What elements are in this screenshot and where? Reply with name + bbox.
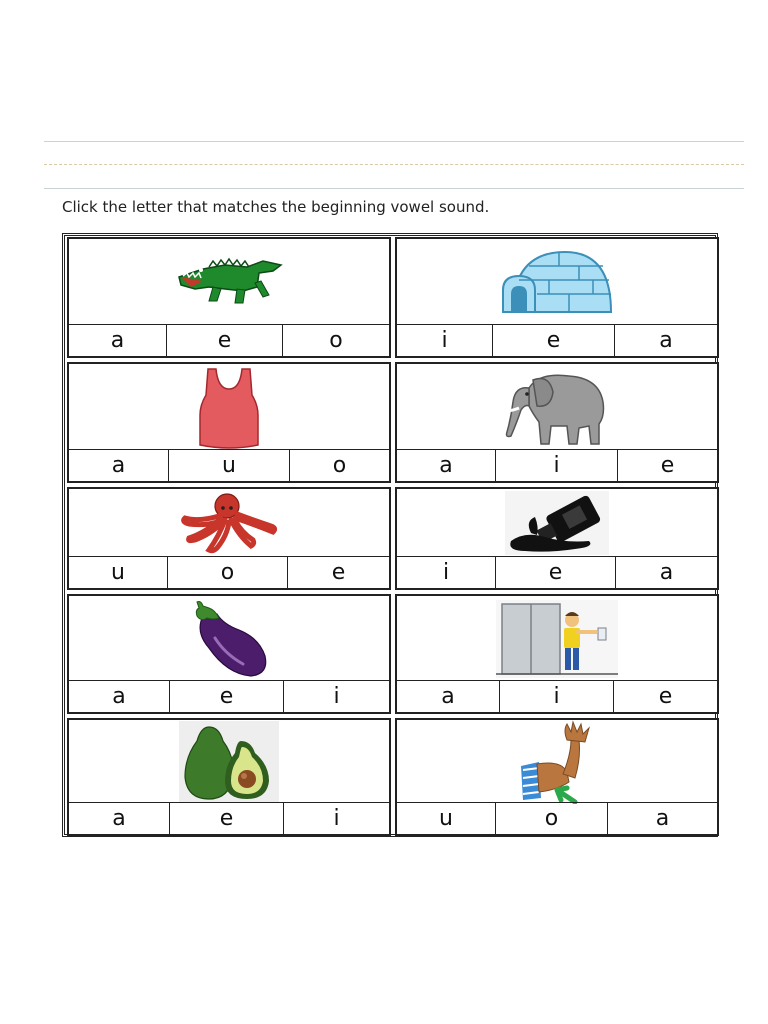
elephant-icon: [499, 366, 615, 448]
answer-options-row: [69, 802, 389, 834]
answer-options-row: [69, 449, 389, 481]
option-button[interactable]: a: [112, 806, 126, 831]
avocado-picture: [69, 720, 389, 803]
elephant-picture: [397, 364, 717, 450]
octopus-picture: [69, 489, 389, 557]
ink-bottle-icon: [505, 491, 609, 555]
ruled-line-bottom: [44, 188, 744, 189]
answer-options-row: [69, 680, 389, 712]
alligator-icon: [173, 243, 285, 321]
undershirt-icon: [194, 365, 264, 449]
option-button[interactable]: a: [614, 325, 717, 356]
option-button[interactable]: o: [495, 803, 607, 834]
option-button[interactable]: e: [613, 681, 717, 712]
option-button[interactable]: i: [499, 681, 613, 712]
card-eggplant: [67, 594, 391, 714]
card-ink: [395, 487, 719, 590]
option-button[interactable]: e: [169, 681, 283, 712]
avocado-icon: [179, 721, 279, 803]
option-button[interactable]: e: [169, 803, 283, 834]
ruled-line-middle: [44, 164, 744, 165]
option-button[interactable]: a: [110, 328, 125, 353]
option-button[interactable]: a: [111, 453, 126, 478]
option-button[interactable]: i: [495, 450, 617, 481]
elevator-icon: [496, 600, 618, 678]
card-igloo: [395, 237, 719, 358]
option-button[interactable]: i: [441, 328, 448, 353]
answer-options-row: [397, 802, 717, 834]
option-button[interactable]: o: [167, 557, 287, 588]
eggplant-icon: [189, 598, 269, 680]
card-avocado: [67, 718, 391, 836]
option-button[interactable]: u: [111, 560, 125, 585]
card-octopus: [67, 487, 391, 590]
ink-picture: [397, 489, 717, 557]
octopus-icon: [179, 492, 279, 554]
option-button[interactable]: i: [442, 560, 450, 585]
option-button[interactable]: e: [617, 450, 717, 481]
undershirt-picture: [69, 364, 389, 450]
card-elephant: [395, 362, 719, 483]
option-button[interactable]: e: [492, 325, 614, 356]
upper-arm-picture: [397, 720, 717, 803]
option-button[interactable]: a: [441, 684, 455, 709]
card-alligator: [67, 237, 391, 358]
answer-options-row: [397, 556, 717, 588]
option-button[interactable]: e: [166, 325, 282, 356]
option-button[interactable]: e: [495, 557, 615, 588]
option-button[interactable]: a: [439, 453, 453, 478]
instruction-text: Click the letter that matches the beginning vowel sound.: [62, 198, 490, 216]
alligator-picture: [69, 239, 389, 325]
option-button[interactable]: o: [282, 325, 389, 356]
answer-options-row: [69, 556, 389, 588]
ruled-line-top: [44, 141, 744, 142]
option-button[interactable]: u: [439, 806, 453, 831]
igloo-picture: [397, 239, 717, 325]
answer-options-row: [397, 680, 717, 712]
elevator-picture: [397, 596, 717, 681]
answer-options-row: [69, 324, 389, 356]
card-elevator: [395, 594, 719, 714]
card-upper-arm: [395, 718, 719, 836]
option-button[interactable]: e: [287, 557, 389, 588]
option-button[interactable]: o: [289, 450, 389, 481]
option-button[interactable]: a: [607, 803, 717, 834]
option-button[interactable]: a: [615, 557, 717, 588]
igloo-icon: [499, 246, 615, 318]
eggplant-picture: [69, 596, 389, 681]
option-button[interactable]: a: [112, 684, 126, 709]
answer-options-row: [397, 449, 717, 481]
option-button[interactable]: u: [168, 450, 289, 481]
option-button[interactable]: i: [283, 803, 389, 834]
answer-options-row: [397, 324, 717, 356]
worksheet-grid: [62, 233, 718, 837]
option-button[interactable]: i: [283, 681, 389, 712]
card-undershirt: [67, 362, 391, 483]
arm-icon: [517, 720, 597, 804]
